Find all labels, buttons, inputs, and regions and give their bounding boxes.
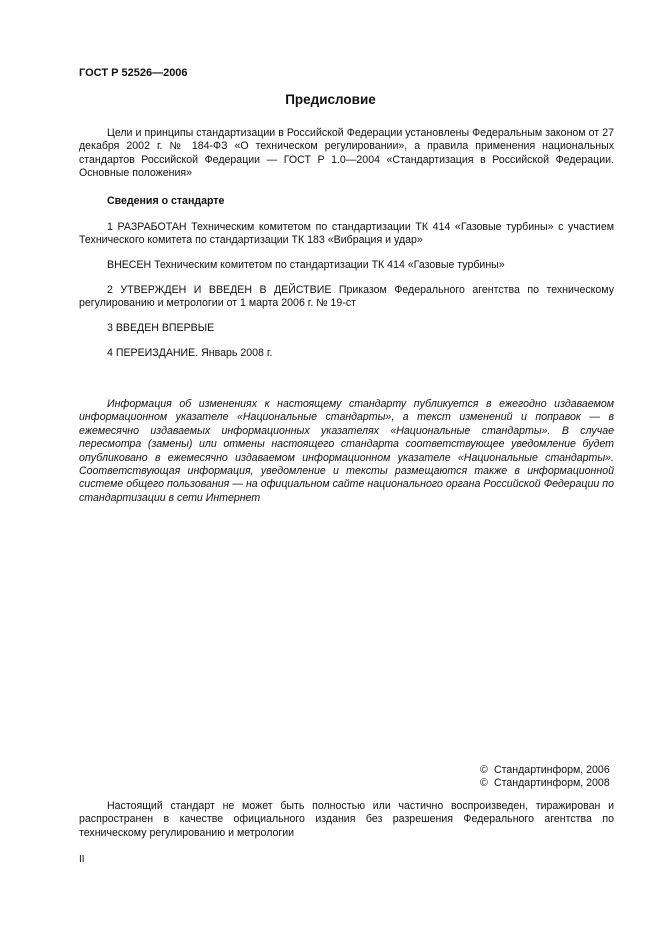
copyright-line-2 [480,777,610,790]
page-title: Предисловие [285,92,376,107]
copyright-text-2: Стандартинформ, 2008 [494,777,610,789]
item-2-approved: 2 УТВЕРЖДЕН И ВВЕДЕН В ДЕЙСТВИЕ Приказом Федерального агентства по техническому регулированию и метрологии от 1 марта 2006 г. № 19-ст [79,284,614,310]
section-heading: Сведения о стандарте [107,195,225,207]
information-note: Информация об изменениях к настоящему стандарту публикуется в ежегодно издаваемом информационном указателе «Национальные стандарты», а текст изменений и поправок — в ежемесячно издаваемых информационных указателях «Национальные стандарты». В случае пересмотра (замены) или отмены настоящего стандарта соответствующее уведомление будет опубликовано в ежемесячно издаваемом информационном указателе «Национальные стандарты». Соответствующая информация, уведомление и тексты размещаются также в информационной системе общего пользования — на официальном сайте национального органа Российской Федерации по стандартизации в сети Интернет [79,398,614,504]
footer-note: Настоящий стандарт не может быть полностью или частично воспроизведен, тиражирован и распространен в качестве официального издания без разрешения Федерального агентства по техническому регулированию и метрологии [79,800,614,839]
item-submitted: ВНЕСЕН Техническим комитетом по стандартизации ТК 414 «Газовые турбины» [107,259,505,271]
page-number: II [79,854,85,865]
copyright-symbol: © [480,777,488,789]
item-1-developed: 1 РАЗРАБОТАН Техническим комитетом по стандартизации ТК 414 «Газовые турбины» с участием Технического комитета по стандартизации ТК 183 «Вибрация и удар» [79,221,614,247]
document-header: ГОСТ Р 52526—2006 [79,67,188,79]
item-3-introduced: 3 ВВЕДЕН ВПЕРВЫЕ [107,322,215,334]
copyright-symbol: © [480,764,488,776]
intro-paragraph: Цели и принципы стандартизации в Российской Федерации установлены Федеральным законом от 27 декабря 2002 г. № 184-ФЗ «О техническом регулировании», а правила применения национальных стандартов Российской Федерации — ГОСТ Р 1.0—2004 «Стандартизация в Российской Федерации. Основные положения» [79,127,614,180]
item-4-reissue: 4 ПЕРЕИЗДАНИЕ. Январь 2008 г. [107,347,273,359]
copyright-line-1 [480,764,610,777]
copyright-text-1: Стандартинформ, 2006 [494,764,610,776]
